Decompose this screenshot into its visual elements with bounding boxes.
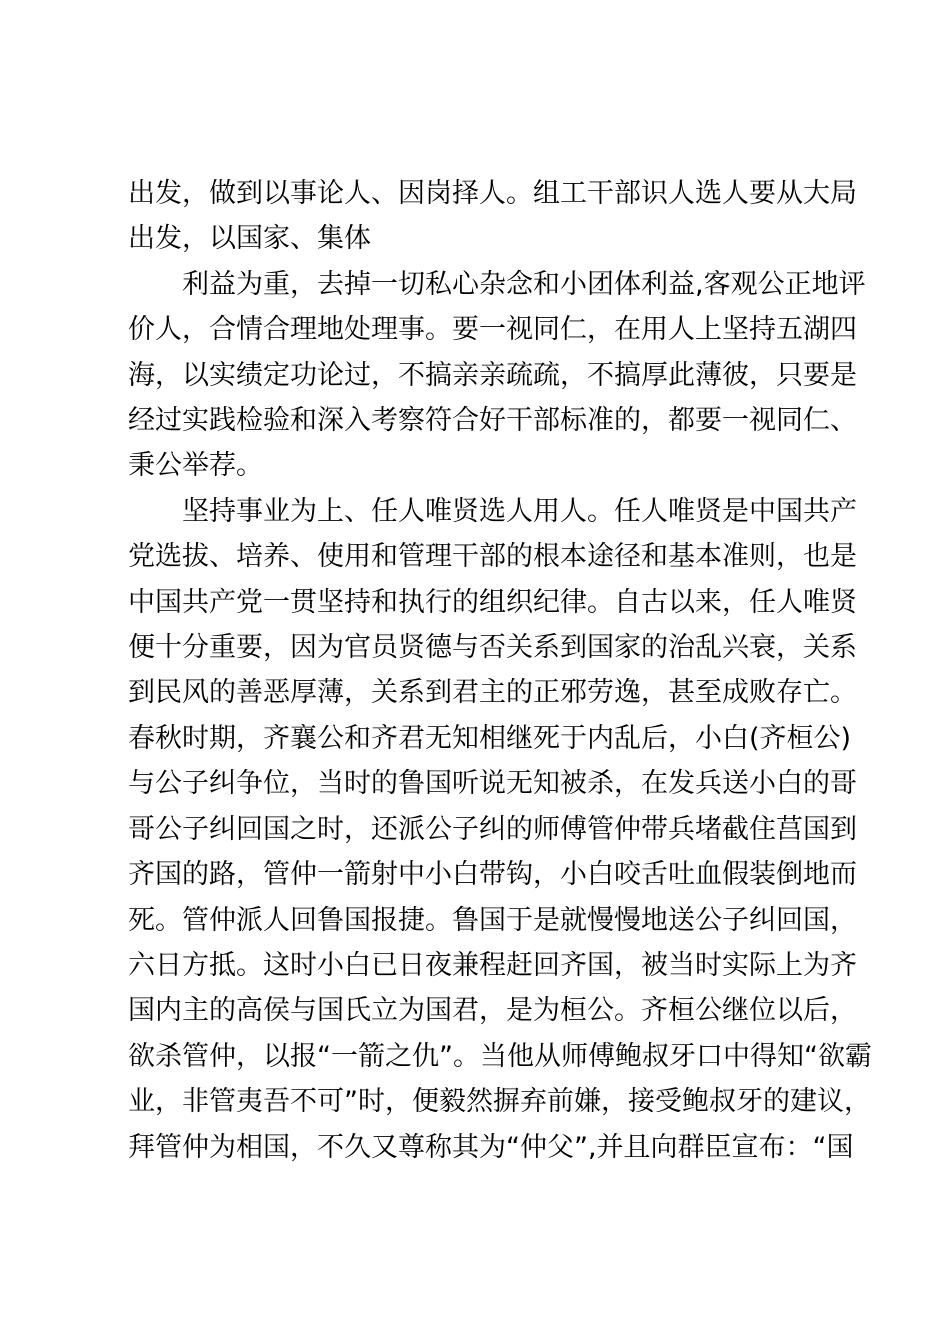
- text-line: 拜管仲为相国，不久又尊称其为“仲父”,并且向群臣宣布：“国: [128, 1131, 854, 1163]
- text-line: 哥公子纠回国之时，还派公子纠的师傅管仲带兵堵截住莒国到: [128, 813, 857, 845]
- paragraph-2: [128, 262, 866, 489]
- text-line: 坚持事业为上、任人唯贤选人用人。任人唯贤是中国共产: [182, 495, 857, 527]
- paragraph-1: [128, 171, 857, 262]
- text-line: 党选拔、培养、使用和管理干部的根本途径和基本准则，也是: [128, 541, 857, 573]
- text-line: 六日方抵。这时小白已日夜兼程赶回齐国，被当时实际上为齐: [128, 949, 857, 981]
- document-body: [128, 171, 872, 1170]
- text-line: 欲杀管仲，以报“一箭之仇”。当他从师傅鲍叔牙口中得知“欲霸: [128, 1040, 872, 1072]
- text-line: 出发，做到以事论人、因岗择人。组工干部识人选人要从大局: [128, 178, 857, 209]
- text-line: 海，以实绩定功论过，不搞亲亲疏疏，不搞厚此薄彼，只要是: [128, 359, 857, 391]
- text-line: 与公子纠争位，当时的鲁国听说无知被杀，在发兵送小白的哥: [128, 768, 857, 800]
- text-line: 中国共产党一贯坚持和执行的组织纪律。自古以来，任人唯贤: [128, 586, 857, 618]
- text-line: 价人，合情合理地处理事。要一视同仁，在用人上坚持五湖四: [128, 314, 857, 346]
- text-line: 到民风的善恶厚薄，关系到君主的正邪劳逸，甚至成败存亡。: [128, 677, 857, 709]
- text-line: 利益为重，去掉一切私心杂念和小团体利益,客观公正地评: [182, 268, 866, 300]
- paragraph-3: [128, 489, 872, 1170]
- text-line: 便十分重要，因为官员贤德与否关系到国家的治乱兴衰，关系: [128, 632, 857, 664]
- text-line: 出发，以国家、集体: [128, 223, 371, 255]
- text-line: 国内主的高侯与国氏立为国君，是为桓公。齐桓公继位以后，: [128, 995, 857, 1027]
- text-line: 春秋时期，齐襄公和齐君无知相继死于内乱后，小白(齐桓公): [128, 722, 852, 754]
- text-line: 经过实践检验和深入考察符合好干部标准的，都要一视同仁、: [128, 405, 857, 437]
- text-line: 死。管仲派人回鲁国报捷。鲁国于是就慢慢地送公子纠回国，: [128, 904, 857, 936]
- text-line: 齐国的路，管仲一箭射中小白带钩，小白咬舌吐血假装倒地而: [128, 859, 857, 891]
- text-line: 业，非管夷吾不可”时，便毅然摒弃前嫌，接受鲍叔牙的建议，: [128, 1086, 871, 1118]
- text-line: 秉公举荐。: [128, 450, 263, 482]
